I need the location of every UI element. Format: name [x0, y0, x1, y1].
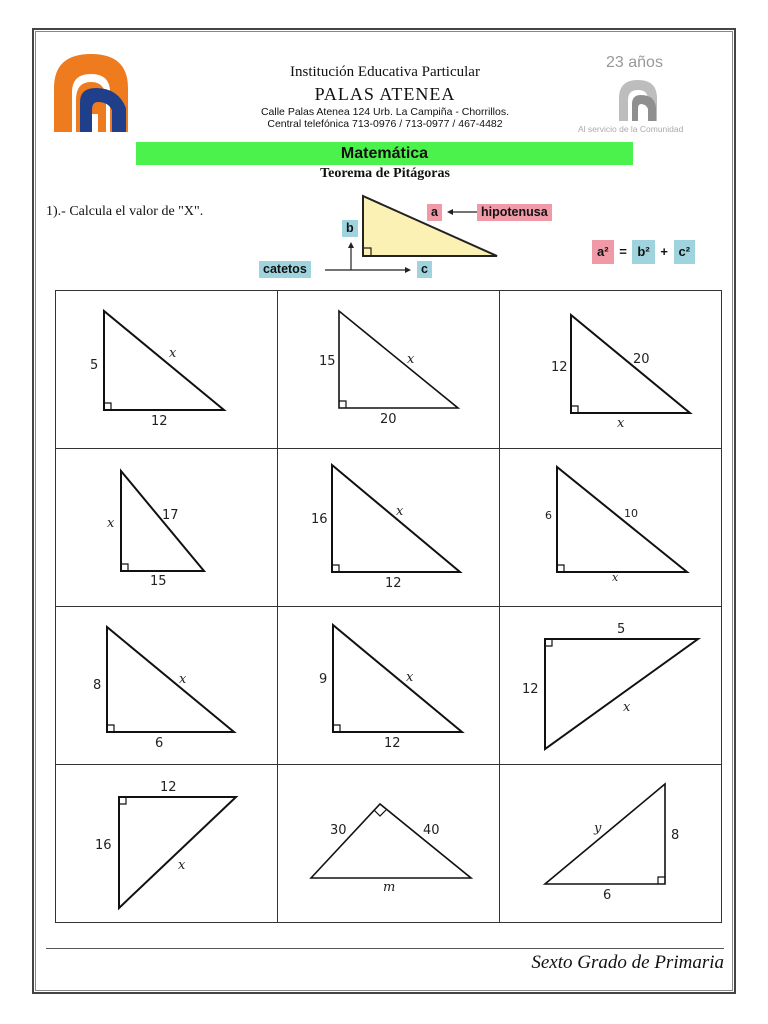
triangle-diagram: [56, 291, 278, 449]
subject-title: Matemática: [136, 142, 633, 165]
triangle-diagram: [56, 449, 278, 607]
triangle-diagram: [500, 765, 721, 922]
side-label: m: [383, 880, 396, 895]
triangle-diagram: [500, 607, 721, 765]
side-label: 5: [90, 358, 99, 373]
formula-b2: b²: [632, 240, 654, 264]
formula-a2: a²: [592, 240, 614, 264]
anniversary-logo: [617, 78, 659, 122]
side-label: 16: [311, 512, 328, 527]
formula-c2: c²: [674, 240, 696, 264]
triangle-diagram: [56, 607, 278, 765]
exercise-grid: [55, 290, 722, 923]
side-label: x: [407, 352, 415, 367]
side-label: 10: [624, 507, 638, 520]
problem-cell: [500, 449, 721, 607]
side-label: y: [594, 821, 602, 836]
school-logo: [52, 52, 130, 134]
side-label: 16: [95, 838, 112, 853]
side-label: x: [178, 858, 186, 873]
side-label: 12: [384, 736, 401, 751]
triangle-diagram: [56, 765, 278, 922]
institution-type: Institución Educativa Particular: [290, 64, 480, 80]
problem-cell: [278, 291, 500, 449]
side-label: 8: [93, 678, 102, 693]
triangle-diagram: [278, 607, 500, 765]
side-label: x: [179, 672, 187, 687]
exercise-instruction: 1).- Calcula el valor de "X".: [46, 204, 204, 219]
side-label: 12: [385, 576, 402, 591]
side-label: 15: [319, 354, 336, 369]
institution-name: PALAS ATENEA: [314, 84, 456, 104]
hypotenuse-tag: a: [427, 204, 442, 221]
problem-cell: [500, 607, 721, 765]
triangle-diagram: [278, 449, 500, 607]
pythagoras-formula: [592, 240, 695, 264]
side-label: 6: [545, 509, 552, 522]
side-label: x: [406, 670, 414, 685]
legs-label: catetos: [259, 261, 311, 278]
side-label: 9: [319, 672, 328, 687]
side-label: 12: [160, 780, 177, 795]
leg-c-tag: c: [417, 261, 432, 278]
problem-cell: [500, 765, 721, 922]
triangle-diagram: [278, 291, 500, 449]
side-label: 17: [162, 508, 179, 523]
anniversary-label: 23 años: [606, 54, 663, 71]
problem-cell: [56, 765, 278, 922]
side-label: 30: [330, 823, 347, 838]
side-label: 15: [150, 574, 167, 589]
side-label: 5: [617, 622, 626, 637]
side-label: 6: [155, 736, 164, 751]
topic-title: Teorema de Pitágoras: [320, 166, 450, 181]
problem-cell: [278, 449, 500, 607]
triangle-diagram: [278, 765, 500, 922]
side-label: 8: [671, 828, 680, 843]
formula-equals: =: [619, 244, 627, 259]
side-label: x: [623, 700, 631, 715]
triangle-diagram: [500, 449, 721, 607]
side-label: x: [169, 346, 177, 361]
side-label: x: [107, 516, 115, 531]
side-label: 20: [633, 352, 650, 367]
institution-address: Calle Palas Atenea 124 Urb. La Campiña - Chorrillos.: [260, 106, 510, 118]
side-label: 40: [423, 823, 440, 838]
leg-b-tag: b: [342, 220, 358, 237]
problem-cell: [278, 765, 500, 922]
side-label: 12: [151, 414, 168, 429]
problem-cell: [56, 607, 278, 765]
side-label: 6: [603, 888, 612, 903]
side-label: x: [617, 416, 625, 431]
anniversary-caption: Al servicio de la Comunidad: [578, 124, 684, 134]
problem-cell: [56, 291, 278, 449]
grade-footer: Sexto Grado de Primaria: [531, 952, 724, 973]
hypotenuse-label: hipotenusa: [477, 204, 552, 221]
triangle-diagram: [500, 291, 721, 449]
formula-plus: +: [660, 244, 668, 259]
footer-divider: [46, 948, 724, 949]
institution-phones: Central telefónica 713-0976 / 713-0977 / 467-4482: [267, 118, 503, 130]
side-label: x: [612, 571, 619, 584]
side-label: 12: [551, 360, 568, 375]
problem-cell: [500, 291, 721, 449]
side-label: x: [396, 504, 404, 519]
problem-cell: [278, 607, 500, 765]
problem-cell: [56, 449, 278, 607]
side-label: 20: [380, 412, 397, 427]
side-label: 12: [522, 682, 539, 697]
pythagoras-legend: [255, 190, 565, 285]
